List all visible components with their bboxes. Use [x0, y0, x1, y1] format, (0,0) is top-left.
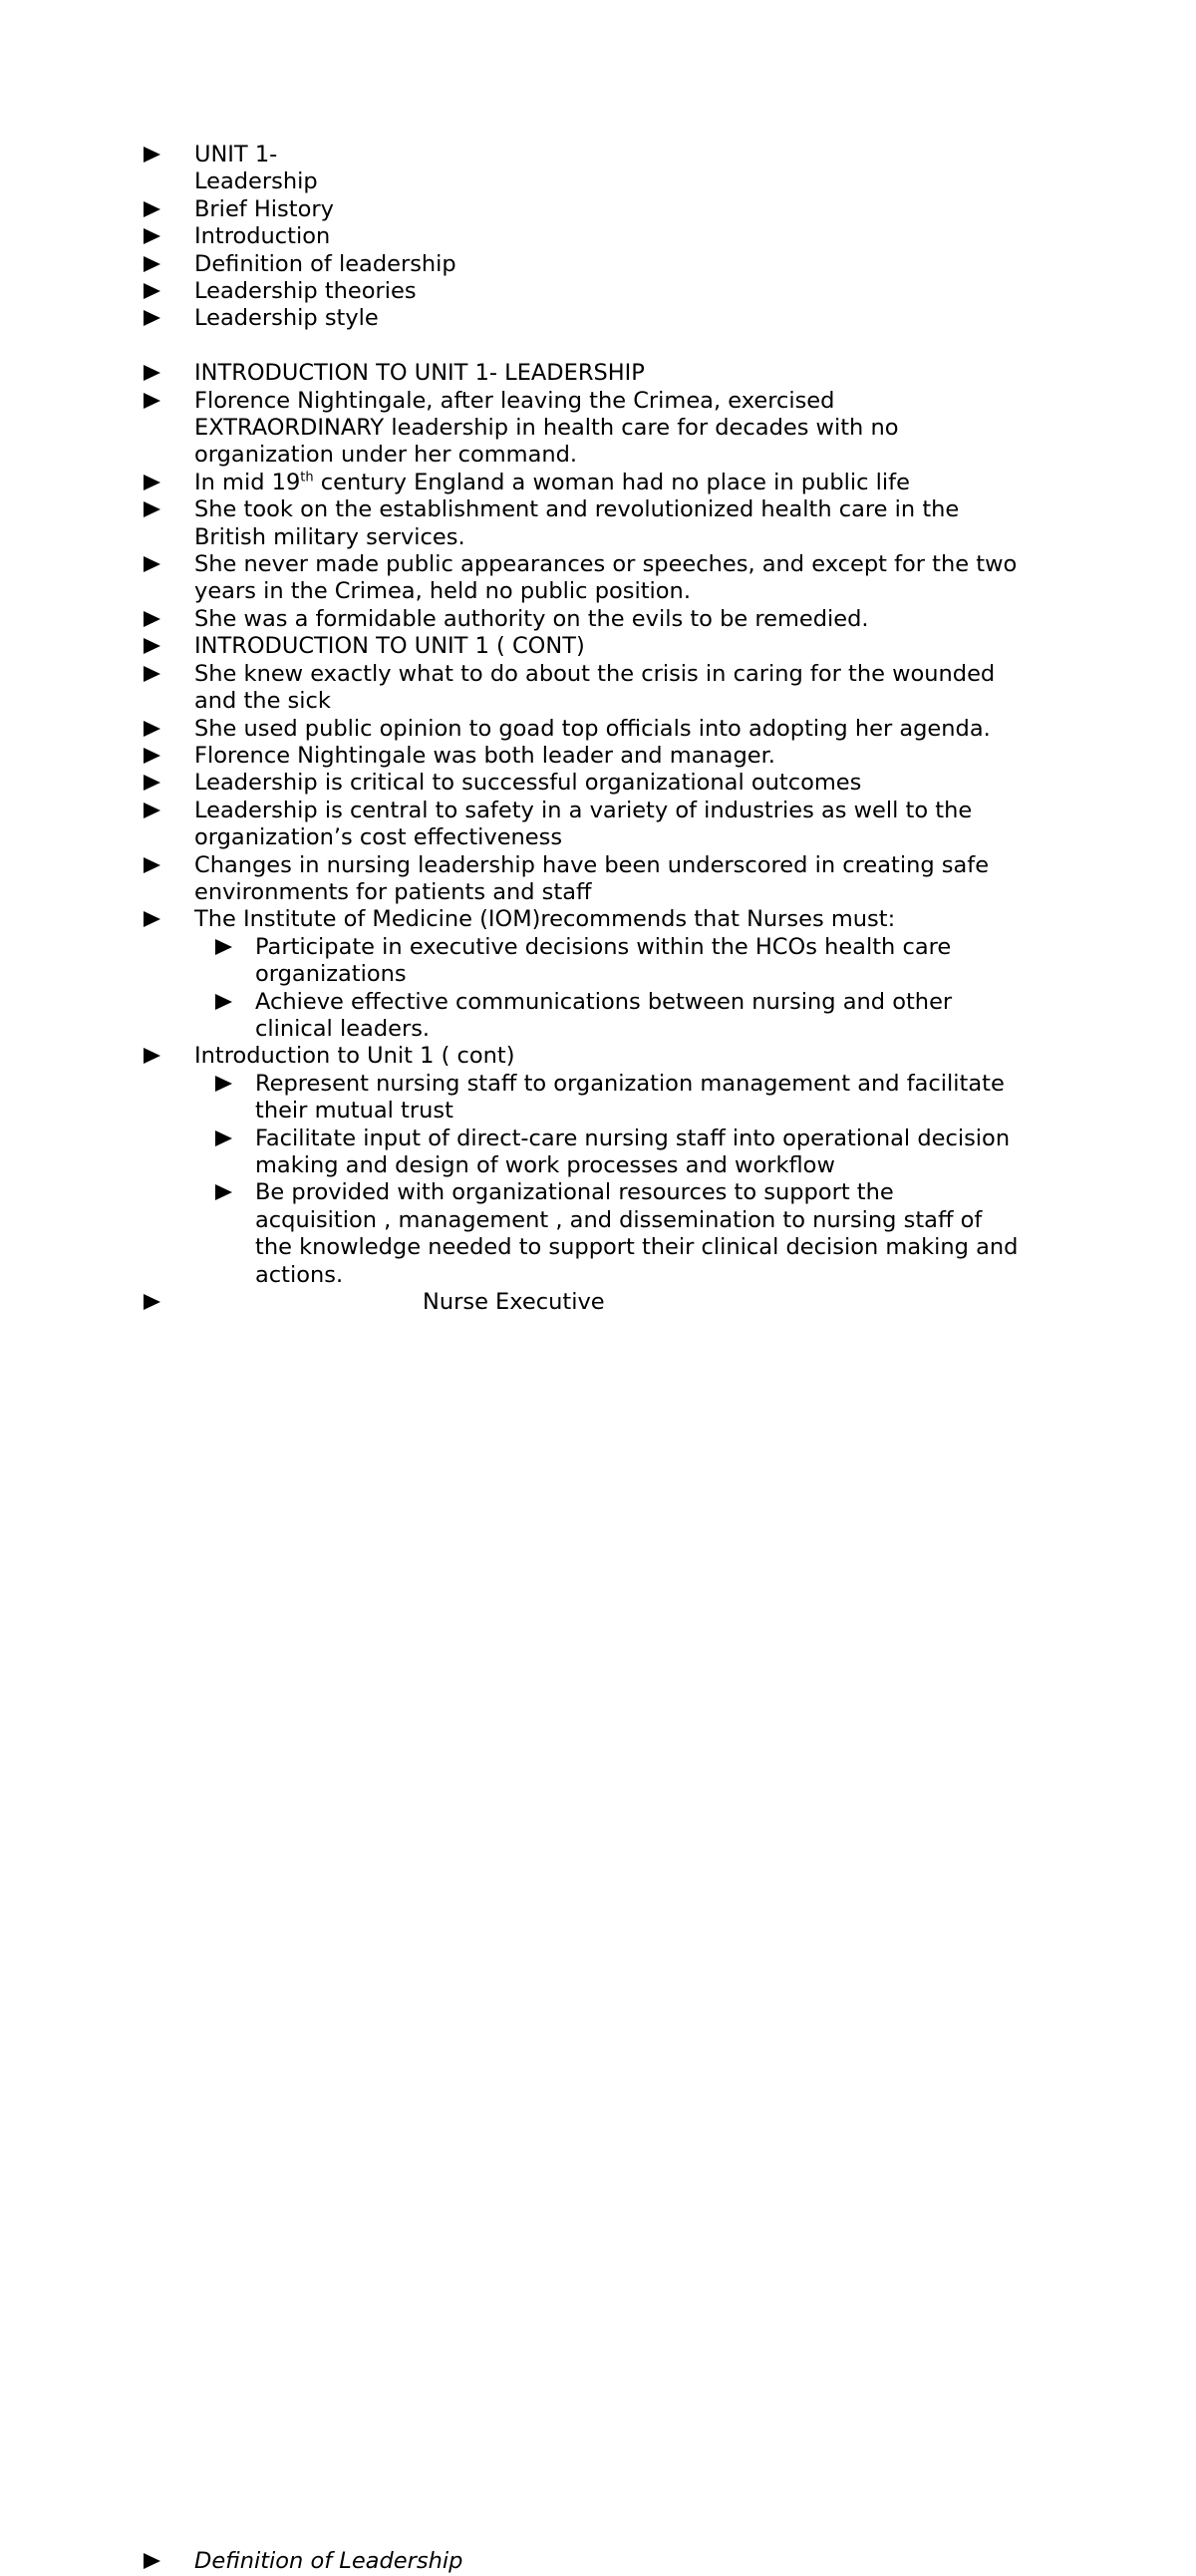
bullet-list: [140, 142, 1066, 2575]
arrow-bullet-icon: [215, 939, 232, 955]
arrow-bullet-icon: [215, 1076, 232, 1092]
list-item: INTRODUCTION TO UNIT 1 ( CONT): [140, 633, 1066, 660]
list-item: Nurse Executive: [140, 1289, 1066, 1316]
list-item: Leadership is critical to successful organizational outcomes: [140, 770, 1066, 797]
list-item: Leadership is central to safety in a variety of industries as well to the organization’s cost effectiveness: [140, 798, 1066, 852]
arrow-bullet-icon: [144, 857, 160, 873]
arrow-bullet-icon: [144, 775, 160, 791]
list-item: Definition of leadership: [140, 251, 1066, 278]
arrow-bullet-icon: [144, 475, 160, 490]
arrow-bullet-icon: [215, 1130, 232, 1146]
arrow-bullet-icon: [144, 748, 160, 764]
arrow-bullet-icon: [144, 310, 160, 326]
spacer: [140, 333, 1066, 360]
list-item: Florence Nightingale was both leader and manager.: [140, 743, 1066, 770]
list-item: She used public opinion to goad top officials into adopting her agenda.: [140, 716, 1066, 743]
arrow-bullet-icon: [144, 911, 160, 927]
list-item: Florence Nightingale, after leaving the Crimea, exercised EXTRAORDINARY leadership in health care for decades with no organization under her command.: [140, 388, 1066, 470]
arrow-bullet-icon: [144, 1294, 160, 1310]
arrow-bullet-icon: [144, 721, 160, 737]
list-item: The Institute of Medicine (IOM)recommends that Nurses must:: [140, 906, 1066, 933]
list-item: Introduction to Unit 1 ( cont): [140, 1043, 1066, 1070]
list-item: Leadership style: [140, 305, 1066, 332]
arrow-bullet-icon: [144, 2553, 160, 2569]
arrow-bullet-icon: [144, 256, 160, 272]
sub-list-item: Participate in executive decisions within the HCOs health care organizations: [140, 934, 1066, 989]
list-item: INTRODUCTION TO UNIT 1- LEADERSHIP: [140, 360, 1066, 387]
list-item: Leadership theories: [140, 278, 1066, 305]
arrow-bullet-icon: [144, 611, 160, 627]
list-item: UNIT 1- Leadership: [140, 142, 1066, 196]
arrow-bullet-icon: [144, 501, 160, 517]
arrow-bullet-icon: [144, 803, 160, 818]
arrow-bullet-icon: [144, 365, 160, 381]
list-item: She never made public appearances or speeches, and except for the two years in the Crimea, held no public position.: [140, 551, 1066, 606]
arrow-bullet-icon: [144, 228, 160, 244]
arrow-bullet-icon: [215, 1184, 232, 1200]
list-item: Introduction: [140, 223, 1066, 250]
arrow-bullet-icon: [144, 638, 160, 654]
arrow-bullet-icon: [144, 393, 160, 409]
arrow-bullet-icon: [144, 201, 160, 217]
list-item: Brief History: [140, 196, 1066, 223]
list-item: She took on the establishment and revolutionized health care in the British military services.: [140, 496, 1066, 551]
list-item: In mid 19th century England a woman had no place in public life: [140, 470, 1066, 496]
list-item: Changes in nursing leadership have been underscored in creating safe environments for patients and staff: [140, 852, 1066, 907]
arrow-bullet-icon: [144, 283, 160, 299]
sub-list-item: Achieve effective communications between nursing and other clinical leaders.: [140, 989, 1066, 1044]
sub-list-item: Be provided with organizational resources to support the acquisition , management , and dissemination to nursing staff of the knowledge needed to support their clinical decision making and actions.: [140, 1179, 1066, 1289]
arrow-bullet-icon: [215, 994, 232, 1010]
sub-list-item: Represent nursing staff to organization management and facilitate their mutual trust: [140, 1071, 1066, 1126]
sub-list-item: Facilitate input of direct-care nursing staff into operational decision making and design of work processes and workflow: [140, 1126, 1066, 1180]
definition-heading: Definition of Leadership: [140, 2548, 1121, 2575]
list-item: She knew exactly what to do about the crisis in caring for the wounded and the sick: [140, 661, 1066, 716]
arrow-bullet-icon: [144, 666, 160, 682]
arrow-bullet-icon: [144, 1048, 160, 1064]
arrow-bullet-icon: [144, 556, 160, 572]
list-item: She was a formidable authority on the evils to be remedied.: [140, 606, 1066, 633]
arrow-bullet-icon: [144, 147, 160, 162]
